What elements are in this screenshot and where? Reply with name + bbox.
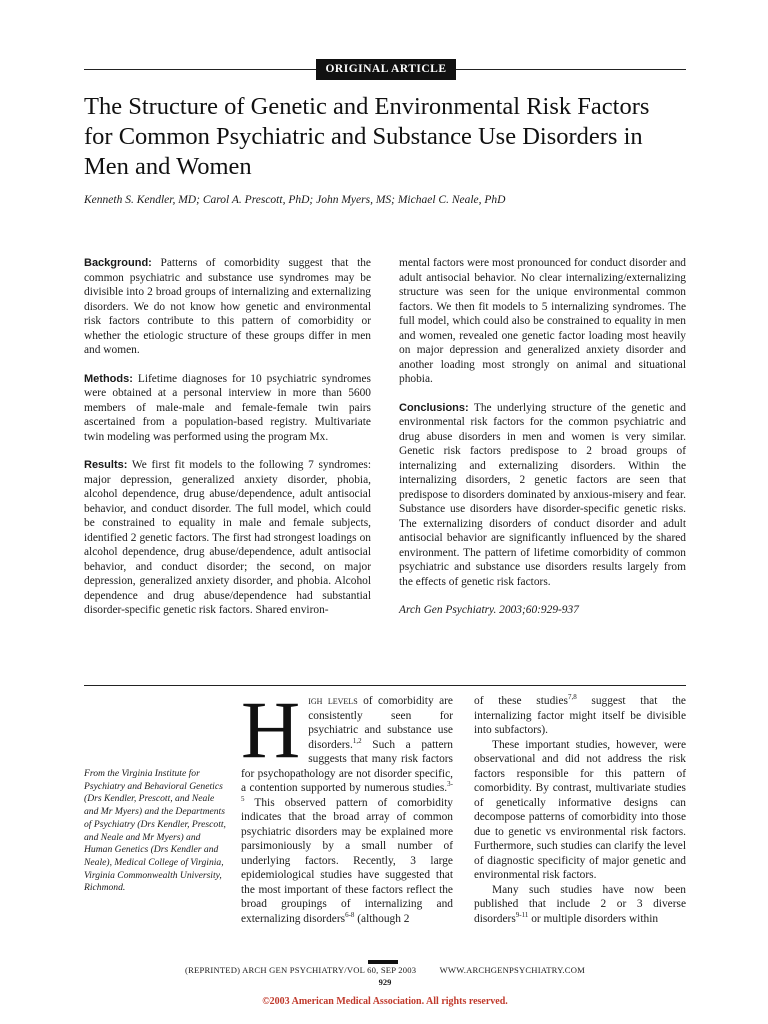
- page-number: 929: [378, 977, 392, 987]
- body-text: (although 2: [354, 912, 410, 925]
- author-list: Kenneth S. Kendler, MD; Carol A. Prescott, PhD; John Myers, MS; Michael C. Neale, PhD: [84, 194, 506, 206]
- reference-superscript: 9-11: [515, 910, 529, 919]
- body-text: This observed pattern of comorbidity indicates that the broad array of common psychiatric disorders may be explained more parsimoniously by a small number of underlying factors. Recently, 3 large epidemiological studies have suggested that the most important of these factors reflect the broad groupings of internalizing and externalizing disorders: [241, 796, 453, 925]
- results-label: Results:: [84, 459, 128, 471]
- lead-smallcaps: igh levels: [308, 695, 358, 707]
- results-text: We first fit models to the following 7 syndromes: major depression, generalized anxiety disorder, phobia, alcohol dependence, drug abuse/dependence, adult antisocial behavior, and conduct disorder. The full model, which could be constrained to equality in male and female subjects, identified 2 genetic factors. The first had strongest loadings on alcohol dependence, drug abuse/dependence, adult antisocial behavior, and conduct disorder; the second, on major depression, generalized anxiety disorder, and phobia. Alcohol dependence and drug abuse/dependence had substantial disorder-specific genetic risk factors. Shared environ-: [84, 459, 371, 616]
- copyright-notice: ©2003 American Medical Association. All rights reserved.: [262, 996, 508, 1007]
- conclusions-label: Conclusions:: [399, 401, 469, 414]
- abstract-right-column: [399, 256, 686, 632]
- background-text: Patterns of comorbidity suggest that the common psychiatric and substance use syndromes may be divisible into 2 broad groups of internalizing and externalizing disorders. We do not know how genetic and environmental risk factors contribute to this pattern of comorbidity or whether the etiologic structure of these groups differ in men and women.: [84, 257, 371, 356]
- body-paragraph-2: These important studies, however, were observational and did not address the risk factors responsible for this pattern of comorbidity. By contrast, multivariate studies of genetically informative designs can decompose patterns of comorbidity into those due to genetic vs environmental risk factors. Furthermore, such studies can clarify the level of diagnostic specificity of major genetic and environmental risk factors.: [474, 738, 686, 881]
- background-label: Background:: [84, 257, 152, 269]
- drop-cap: H: [241, 684, 301, 775]
- body-text: of comorbidity are consistently seen for psychiatric and substance use disorders.: [308, 695, 453, 751]
- section-divider: [84, 685, 686, 686]
- author-affiliation: From the Virginia Institute for Psychiatry and Behavioral Genetics (Drs Kendler, Prescott, and Neale and Mr Myers) and the Departments of Psychiatry (Drs Kendler, Prescott, and Neale and Mr Myers) and Human Genetics (Drs Kendler and Neale), Medical College of Virginia, Virginia Commonwealth University, Richmond.: [84, 768, 226, 894]
- body-paragraph-1: [241, 684, 453, 926]
- article-type-banner: ORIGINAL ARTICLE: [316, 59, 456, 80]
- abstract-conclusions: [399, 401, 686, 590]
- article-title: The Structure of Genetic and Environmental Risk Factors for Common Psychiatric and Substance Use Disorders in Men and Women: [84, 93, 650, 180]
- abstract-results: [84, 458, 371, 618]
- abstract-left-column: [84, 256, 371, 632]
- reference-superscript: 1,2: [352, 736, 362, 745]
- journal-citation: Arch Gen Psychiatry. 2003;60:929-937: [399, 604, 579, 616]
- methods-text: Lifetime diagnoses for 10 psychiatric syndromes were obtained at a personal interview in more than 5600 members of male-male and female-female twin pairs ascertained from a population-based registry. Multivariate twin modeling was performed using the program Mx.: [84, 372, 371, 443]
- body-paragraph-3: [474, 883, 686, 927]
- body-text: of these studies: [474, 695, 568, 707]
- results-continued: mental factors were most pronounced for conduct disorder and adult antisocial behavior. No clear internalizing/externalizing structure was seen for the unique environmental common factors. We then fit models to 5 internalizing syndromes. The full model, which could also be constrained to equality in men and women, revealed one genetic factor loading most heavily on major depression and generalized anxiety disorder and another loading most strongly on animal and situational phobia.: [399, 257, 686, 385]
- methods-label: Methods:: [84, 372, 133, 385]
- reference-superscript: 7,8: [567, 693, 577, 702]
- abstract-methods: [84, 372, 371, 445]
- body-text: Such a pattern suggests that many risk factors for psychopathology are not disorder specific, a contention supported by numerous studies.: [241, 738, 453, 794]
- body-text: suggest that the internalizing factor might itself be divisible into subfactors).: [474, 695, 686, 736]
- body-column-middle: [241, 684, 453, 926]
- reference-superscript: 6-8: [345, 910, 355, 919]
- abstract-background: [84, 256, 371, 358]
- body-text: Many such studies have now been published that include 2 or 3 diverse disorders: [474, 883, 686, 925]
- conclusions-text: The underlying structure of the genetic and environmental risk factors for the common psychiatric and drug abuse disorders in men and women is very similar. Genetic risk factors predispose to 2 broad groups of internalizing and externalizing disorders. Within the internalizing disorders, 2 genetic factors are seen that predispose to disorders dominated by anxious-misery and fear. Substance use disorders have disorder-specific genetic risks. The externalizing disorders of conduct disorder and adult antisocial behavior are significantly influenced by the shared environment. The pattern of lifetime comorbidity of common psychiatric and substance use disorders results largely from the effects of genetic risk factors.: [399, 401, 686, 588]
- body-paragraph-1-continued: [474, 694, 686, 738]
- body-column-right: [474, 694, 686, 926]
- reference-superscript: 3-5: [241, 780, 453, 803]
- running-footer: (REPRINTED) ARCH GEN PSYCHIATRY/VOL 60, SEP 2003 WWW.ARCHGENPSYCHIATRY.COM: [185, 965, 585, 975]
- body-text: or multiple disorders within: [528, 912, 659, 925]
- footer-mark: [368, 960, 398, 964]
